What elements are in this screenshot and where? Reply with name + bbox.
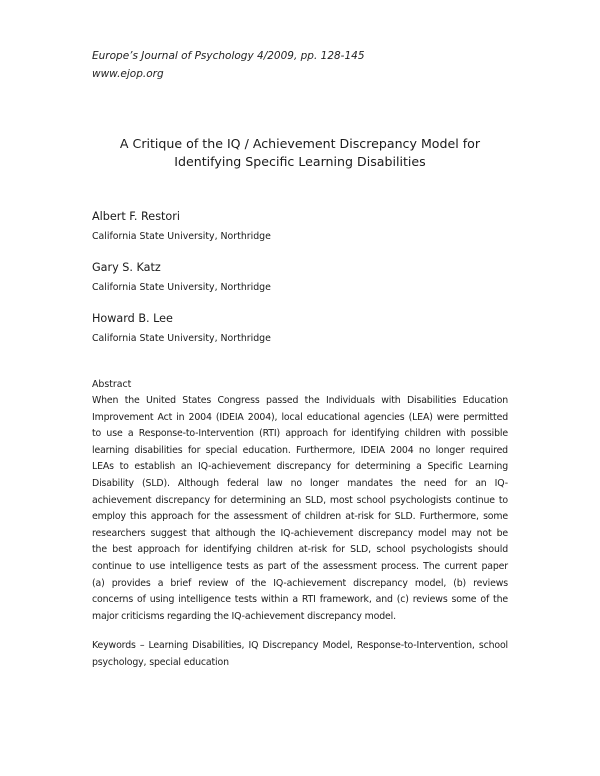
journal-header xyxy=(92,47,365,83)
abstract-line: LEAs to establish an IQ-achievement discrepancy for determining a Specific Learning xyxy=(92,461,508,473)
author-name: Howard B. Lee xyxy=(92,312,173,325)
abstract-heading: Abstract xyxy=(92,379,132,390)
author-entry xyxy=(92,260,271,295)
author-affiliation: California State University, Northridge xyxy=(92,333,271,344)
author-affiliation: California State University, Northridge xyxy=(92,282,271,293)
paper-title-line-1: A Critique of the IQ / Achievement Discrepancy Model for xyxy=(119,136,481,151)
paper-title xyxy=(92,135,508,171)
abstract-line: Disability (SLD). Although federal law no longer mandates the need for an IQ- xyxy=(92,477,508,489)
keywords-line: Keywords – Learning Disabilities, IQ Discrepancy Model, Response-to-Intervention, school xyxy=(92,640,508,651)
abstract-line: achievement discrepancy for determining an SLD, most school psychologists continue to xyxy=(92,494,508,506)
abstract-body xyxy=(92,393,508,625)
author-name: Gary S. Katz xyxy=(92,261,161,274)
abstract-line: to use a Response-to-Intervention (RTI) approach for identifying children with possible xyxy=(92,428,508,440)
abstract-line: When the United States Congress passed the Individuals with Disabilities Education xyxy=(92,395,508,406)
author-name: Albert F. Restori xyxy=(92,210,180,223)
author-entry xyxy=(92,209,271,244)
abstract-line: researchers suggest that although the IQ-achievement discrepancy model may not be xyxy=(92,527,508,539)
keywords xyxy=(92,638,508,671)
author-affiliation: California State University, Northridge xyxy=(92,231,271,242)
keywords-line: psychology, special education xyxy=(92,656,229,668)
abstract-line: learning disabilities for special education. Furthermore, IDEIA 2004 no longer required xyxy=(92,444,508,456)
abstract-line: employ this approach for the assessment of children at-risk for SLD. Furthermore, some xyxy=(92,511,508,523)
paper-title-line-2: Identifying Specific Learning Disabilities xyxy=(174,154,426,169)
abstract-line: (a) provides a brief review of the IQ-achievement discrepancy model, (b) reviews xyxy=(92,577,508,589)
abstract-line: the best approach for identifying children at-risk for SLD, school psychologists should xyxy=(92,544,508,556)
abstract-line: concerns of using intelligence tests within a RTI framework, and (c) reviews some of the xyxy=(92,594,508,606)
author-entry xyxy=(92,311,271,346)
journal-citation: Europe’s Journal of Psychology 4/2009, pp. 128-145 xyxy=(92,50,365,62)
abstract-line: Improvement Act in 2004 (IDEIA 2004), local educational agencies (LEA) were permitted xyxy=(92,411,508,423)
abstract-line: major criticisms regarding the IQ-achievement discrepancy model. xyxy=(92,610,396,622)
abstract-line: continue to use intelligence tests as part of the assessment process. The current paper xyxy=(92,560,508,572)
journal-website: www.ejop.org xyxy=(92,68,164,80)
